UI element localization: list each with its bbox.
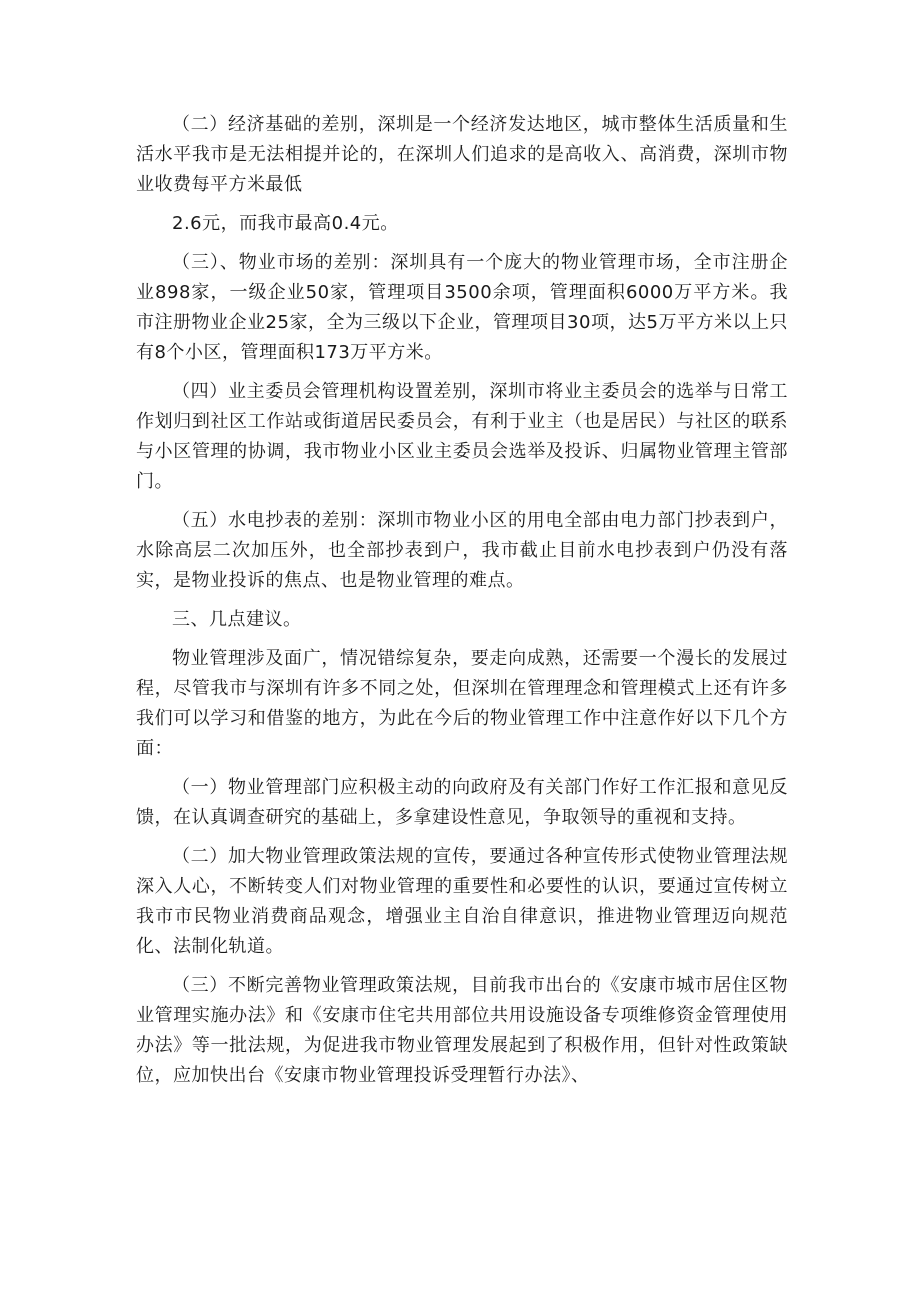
paragraph-owners-committee: （四）业主委员会管理机构设置差别，深圳市将业主委员会的选举与日常工作划归到社区工作站或街道居民委员会，有利于业主（也是居民）与社区的联系与小区管理的协调，我市物业小区业主委员会选举及投诉、归属物业管理主管部门。	[136, 381, 788, 492]
paragraph-property-market: （三）、物业市场的差别：深圳具有一个庞大的物业管理市场，全市注册企业898家，一级企业50家，管理项目3500余项，管理面积6000万平方米。我市注册物业企业25家，全为三级以下企业，管理项目30项，达5万平方米以上只有8个小区，管理面积173万平方米。	[136, 252, 788, 363]
paragraph-suggestions-intro: 物业管理涉及面广，情况错综复杂，要走向成熟，还需要一个漫长的发展过程，尽管我市与深圳有许多不同之处，但深圳在管理理念和管理模式上还有许多我们可以学习和借鉴的地方，为此在今后的物业管理工作中注意作好以下几个方面：	[136, 648, 788, 759]
paragraph-suggestion-3: （三）不断完善物业管理政策法规，目前我市出台的《安康市城市居住区物业管理实施办法》和《安康市住宅共用部位共用设施设备专项维修资金管理使用办法》等一批法规，为促进我市物业管理发展起到了积极作用，但针对性政策缺位，应加快出台《安康市物业管理投诉受理暂行办法》、	[136, 975, 788, 1086]
document-body	[136, 110, 788, 1091]
paragraph-suggestion-1: （一）物业管理部门应积极主动的向政府及有关部门作好工作汇报和意见反馈，在认真调查研究的基础上，多拿建设性意见，争取领导的重视和支持。	[136, 777, 788, 828]
paragraph-fee-comparison: 2.6元，而我市最高0.4元。	[172, 213, 399, 234]
section-heading-suggestions: 三、几点建议。	[172, 609, 302, 630]
paragraph-economic-basis: （二）经济基础的差别，深圳是一个经济发达地区，城市整体生活质量和生活水平我市是无法相提并论的，在深圳人们追求的是高收入、高消费，深圳市物业收费每平方米最低	[136, 114, 788, 195]
paragraph-suggestion-2: （二）加大物业管理政策法规的宣传，要通过各种宣传形式使物业管理法规深入人心，不断转变人们对物业管理的重要性和必要性的认识，要通过宣传树立我市市民物业消费商品观念，增强业主自治自律意识，推进物业管理迈向规范化、法制化轨道。	[136, 846, 788, 957]
paragraph-meter-reading: （五）水电抄表的差别：深圳市物业小区的用电全部由电力部门抄表到户，水除高层二次加压外，也全部抄表到户，我市截止目前水电抄表到户仍没有落实，是物业投诉的焦点、也是物业管理的难点。	[136, 510, 788, 591]
